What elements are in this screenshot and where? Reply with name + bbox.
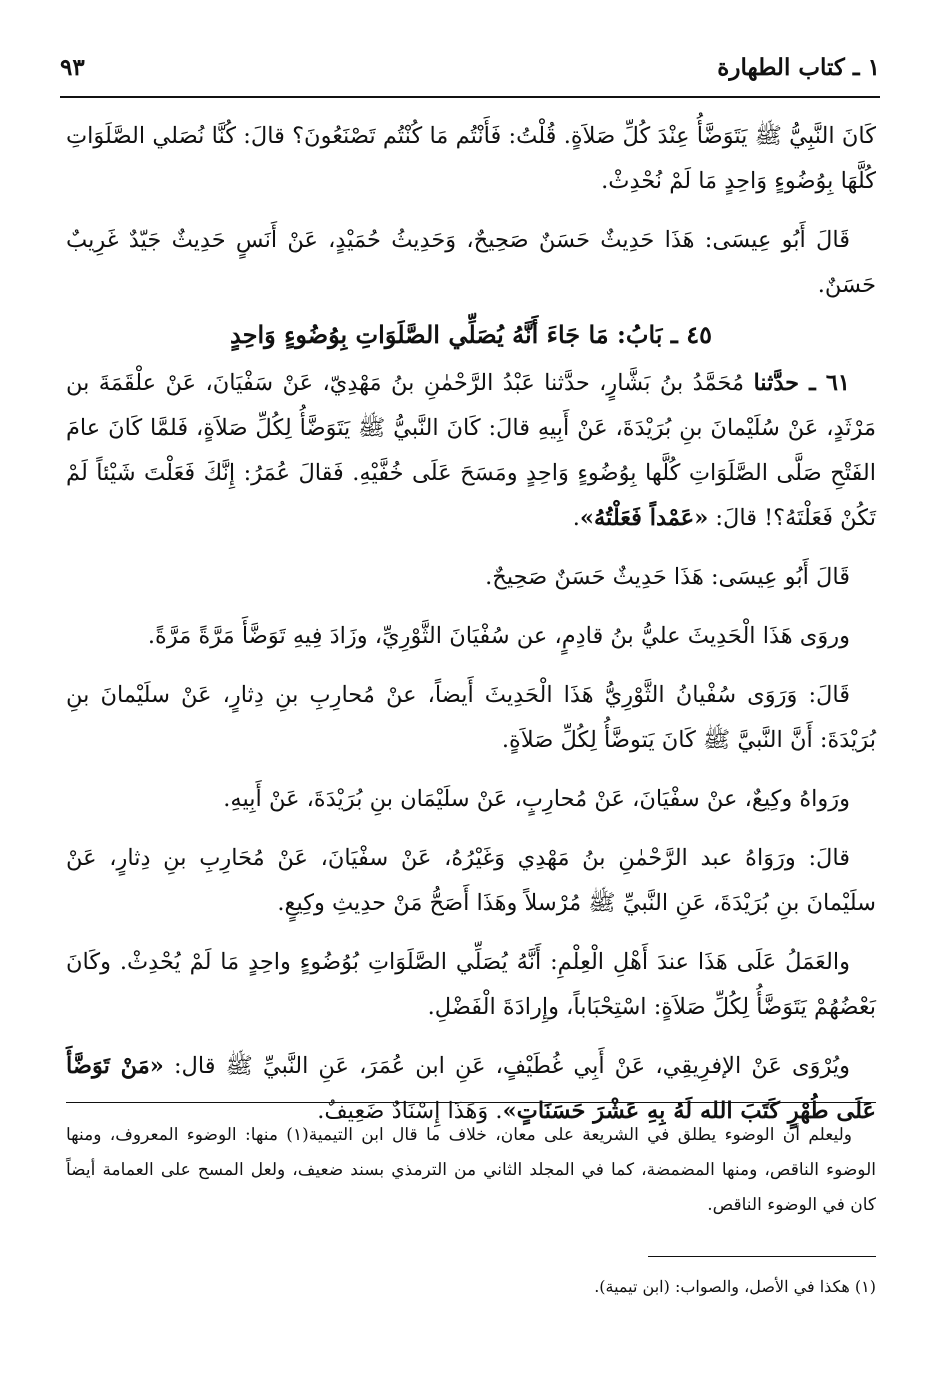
hadith-paragraph [66, 361, 876, 541]
paragraph-5: وروَى هَذَا الْحَدِيثَ عليُّ بنُ قادِمٍ، عن سُفْيَانَ الثَّوْرِيِّ، وزَادَ فِيهِ تَوَضَّأَ مَرَّةً مَرَّةً. [147, 623, 850, 649]
header-rule [60, 96, 880, 98]
page-number: ٩٣ [60, 54, 85, 81]
paragraph-4: قَالَ أَبُو عِيسَى: هَذَا حَدِيثٌ حَسَنٌ صَحِيحٌ. [485, 564, 850, 590]
body-rule [66, 1102, 876, 1103]
paragraph-10-text: ويُرْوَى عَنْ الإفرِيقِي، عَنْ أَبِي غُطَيْفٍ، عَنِ ابن عُمَرَ، عَنِ النَّبيِّ ﷺ قال: [163, 1053, 850, 1079]
footnote-text: وليعلم أن الوضوء يطلق في الشريعة على معان، خلاف ما قال ابن التيمية(١) منها: الوضوء المعروف، ومنها الوضوء الناقص، ومنها المضمضة، كما في المجلد الثاني من الترمذي بسند ضعيف، ولعل المسح على العمامة أيضاً كان في الوضوء الناقص. [66, 1125, 876, 1215]
hadith-body: مُحَمَّدُ بنُ بَشَّارٍ، حدَّثنا عَبْدُ الرَّحْمٰنِ بنُ مَهْدِيّ، عَنْ سَفْيَانَ، عَنْ علْقَمَةَ بن مَرْثَدٍ، عَنْ سُلَيْمانَ بنِ بُرَيْدَةَ، عَنْ أَبِيهِ قالَ: كَانَ النَّبيُّ ﷺ يَتَوَضَّأُ لِكُلِّ صَلاَةٍ، فَلمَّا كَانَ عامَ الفَتْحِ صَلَّى الصَّلَوَاتِ كُلَّها بِوُضُوءٍ وَاحِدٍ ومَسَحَ عَلَى خُفَّيْهِ. فَقالَ عُمَرُ: إِنَّكَ فَعَلْتَ شَيْئاً لَمْ تَكُنْ فَعَلْتَهُ؟! قالَ: [66, 370, 876, 531]
running-header [60, 54, 880, 81]
paragraph-9: والعَمَلُ عَلَى هَذَا عندَ أَهْلِ الْعِلْمِ: أَنَّهُ يُصَلِّي الصَّلَوَاتِ بُوُضُوءٍ واحِدٍ مَا لَمْ يُحْدِثْ. وكَانَ بَعْضُهُمْ يَتَوَضَّأُ لِكُلِّ صَلاَةٍ: اسْتِحْبَاباً، وإِرادَةَ الْفَضْلِ. [66, 949, 876, 1020]
paragraph-1: كَانَ النَّبِيُّ ﷺ يَتَوَضَّأُ عِنْدَ كُلِّ صَلاَةٍ. قُلْتُ: فَأَنْتُم مَا كُنْتُم تَصْنَعُونَ؟ قالَ: كُنَّا نُصَلي الصَّلَوَاتِ كُلَّهَا بِوُضُوءٍ وَاحِدٍ مَا لَمْ نُحْدِثْ. [66, 123, 876, 194]
paragraph-7: ورَواهُ وكِيعٌ، عنْ سفْيَانَ، عَنْ مُحارِبٍ، عَنْ سلَيْمَان بنِ بُرَيْدَةَ، عَنْ أَبِيهِ. [223, 786, 850, 812]
hadith-number: ٦١ ـ حدَّثنا [753, 370, 850, 396]
footnote-rule [648, 1256, 876, 1257]
paragraph-10-quote: «مَنْ تَوَضَّأَ عَلَى طُهْرٍ كَتَبَ الله لَهُ بِهِ عَشْرَ حَسَنَاتٍ» [66, 1053, 876, 1124]
paragraph-8: قالَ: ورَوَاهُ عبد الرَّحْمٰنِ بنُ مَهْدِي وَغَيْرُهُ، عَنْ سفْيَانَ، عَنْ مُحَارِبِ بنِ دِثارٍ، عَنْ سلَيْمانَ بنِ بُرَيْدَةَ، عَنِ النَّبيِّ ﷺ مُرْسلاً وهَذَا أَصَحُّ مَنْ حدِيثِ وكِيعٍ. [66, 845, 876, 916]
main-text [66, 114, 876, 1148]
footnote-note: (١) هكذا في الأصل، والصواب: (ابن تيمية). [594, 1277, 876, 1296]
hadith-quote: «عَمْداً فَعَلْتُهُ» [579, 505, 709, 531]
chapter-title: ١ ـ كتاب الطهارة [717, 54, 880, 81]
paragraph-10-end: . وَهَذَا إِسْنَادٌ ضَعِيفٌ. [317, 1098, 503, 1124]
hadith-end: . [572, 505, 580, 531]
paragraph-2: قَالَ أَبُو عِيسَى: هَذَا حَدِيثٌ حَسَنٌ صَحِيحٌ، وَحَدِيثُ حُمَيْدٍ، عَنْ أَنَسٍ حَدِيثٌ جَيّدٌ غَرِيبٌ حَسَنٌ. [66, 227, 876, 298]
paragraph-6: قَالَ: وَرَوَى سُفْيانُ الثَّوْرِيُّ هَذَا الْحَدِيثَ أَيضاً، عنْ مُحارِبِ بنِ دِثارٍ، عَنْ سلَيْمانَ بنِ بُرَيْدَةَ: أَنَّ النَّبيَّ ﷺ كَانَ يَتوضَّأُ لِكُلِّ صَلاَةٍ. [66, 682, 876, 753]
chapter-heading: ٤٥ ـ بَابُ: مَا جَاءَ أَنَّهُ يُصَلِّي الصَّلَوَاتِ بِوُضُوءٍ وَاحِدٍ [230, 320, 712, 349]
